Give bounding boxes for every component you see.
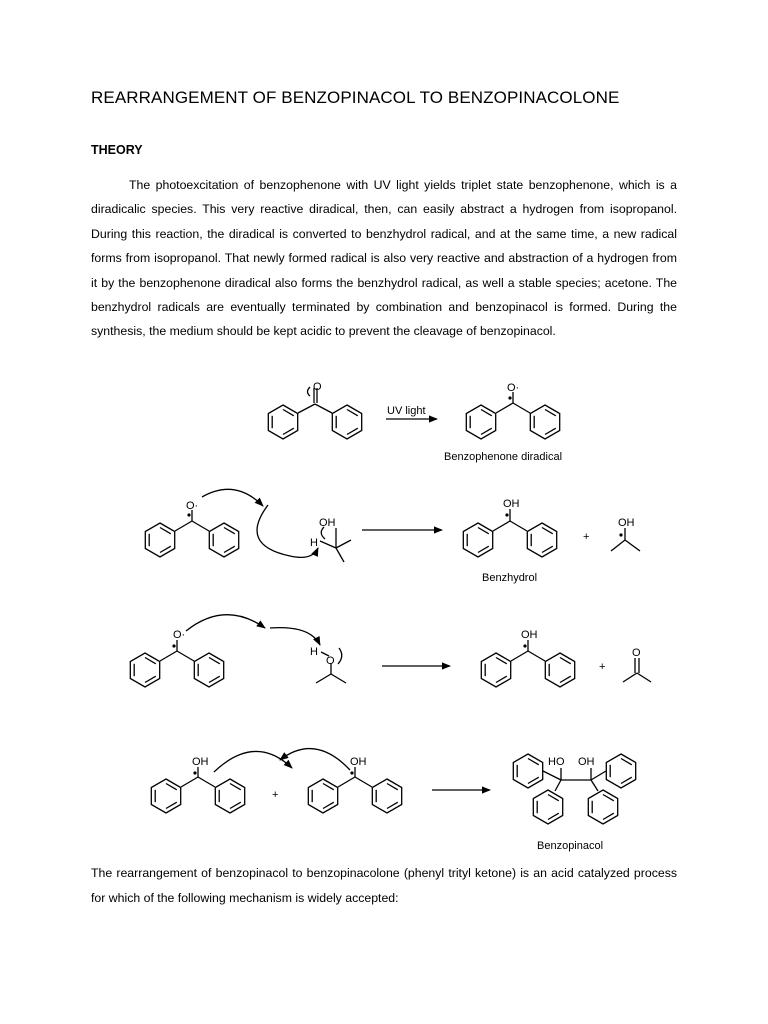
atom-label-o-radical: O· [507,382,520,394]
atom-label-oh-radical: OH [618,517,635,529]
atom-label-ho-pinacol: HO [548,756,565,768]
benzophenone-diradical-caption: Benzophenone diradical [444,451,563,463]
atom-label-o-radical-row2: O· [186,500,199,512]
plus-sign-row3: + [599,661,606,673]
electron-arrow-2 [257,505,318,557]
theory-paragraph: The photoexcitation of benzophenone with UV light yields triplet state benzophenone, which is a diradicalic species. This very reactive diradical, then, can easily abstract a hydrogen from isopropanol. During this reaction, the diradical is converted to benzhydrol radical, and at the same time, a new radical forms from isopropanol. That newly formed radical is also very reactive and abstraction of a hydrogen from it by the benzophenone diradical also forms the benzhydrol radical, as well a stable species; acetone. The benzhydrol radicals are eventually terminated by combination and benzopinacol is formed. During the synthesis, the medium should be kept acidic to prevent the cleavage of benzopinacol. [91,178,677,339]
atom-label-oh-pinacol: OH [578,756,595,768]
isopropanol-structure [320,527,351,562]
atom-label-o-row3: O [326,655,335,667]
benzhydrol-structure-row3 [481,640,574,687]
isopropanol-radical-structure [611,528,640,551]
rearrangement-paragraph: The rearrangement of benzopinacol to benzopinacolone (phenyl trityl ketone) is an acid catalyzed process for which of the following mechanism is widely accepted: [91,866,677,905]
electron-arrow-3 [186,615,265,631]
atom-label-oh-right: OH [350,756,367,768]
acetone-structure [623,658,651,682]
benzophenone-structure [268,387,361,439]
diradical-structure-row2 [145,510,238,557]
electron-arrow-5 [214,751,292,772]
electron-arrow-1 [202,489,263,506]
atom-label-oh-benzhydrol: OH [503,498,520,510]
benzopinacol-structure [513,754,635,824]
uv-light-label: UV light [387,405,426,417]
electron-arrow-4 [270,628,320,645]
diradical-structure-row3 [130,640,223,687]
atom-label-oh-row3: OH [521,629,538,641]
section-heading-theory: THEORY [91,143,143,157]
atom-label-h-isopropanol: H [310,537,318,549]
benzopinacol-caption: Benzopinacol [537,840,604,852]
plus-sign-row4: + [272,789,279,801]
atom-label-o-acetone: O [632,647,641,659]
plus-sign-row2: + [583,531,590,543]
atom-label-o-radical-row3: O· [173,629,186,641]
benzophenone-diradical-structure [466,392,559,439]
atom-label-h-row3: H [310,646,318,658]
benzhydrol-structure-right [308,767,401,813]
atom-label-oh-left: OH [192,756,209,768]
atom-label-o: O [313,381,322,393]
reaction-scheme [0,360,768,855]
page-title: REARRANGEMENT OF BENZOPINACOL TO BENZOPINACOLONE [91,88,620,107]
atom-label-oh-isopropanol: OH [319,517,336,529]
benzhydrol-caption: Benzhydrol [482,572,538,584]
benzhydrol-radical-structure [463,509,556,557]
benzhydrol-structure-left [151,767,244,813]
